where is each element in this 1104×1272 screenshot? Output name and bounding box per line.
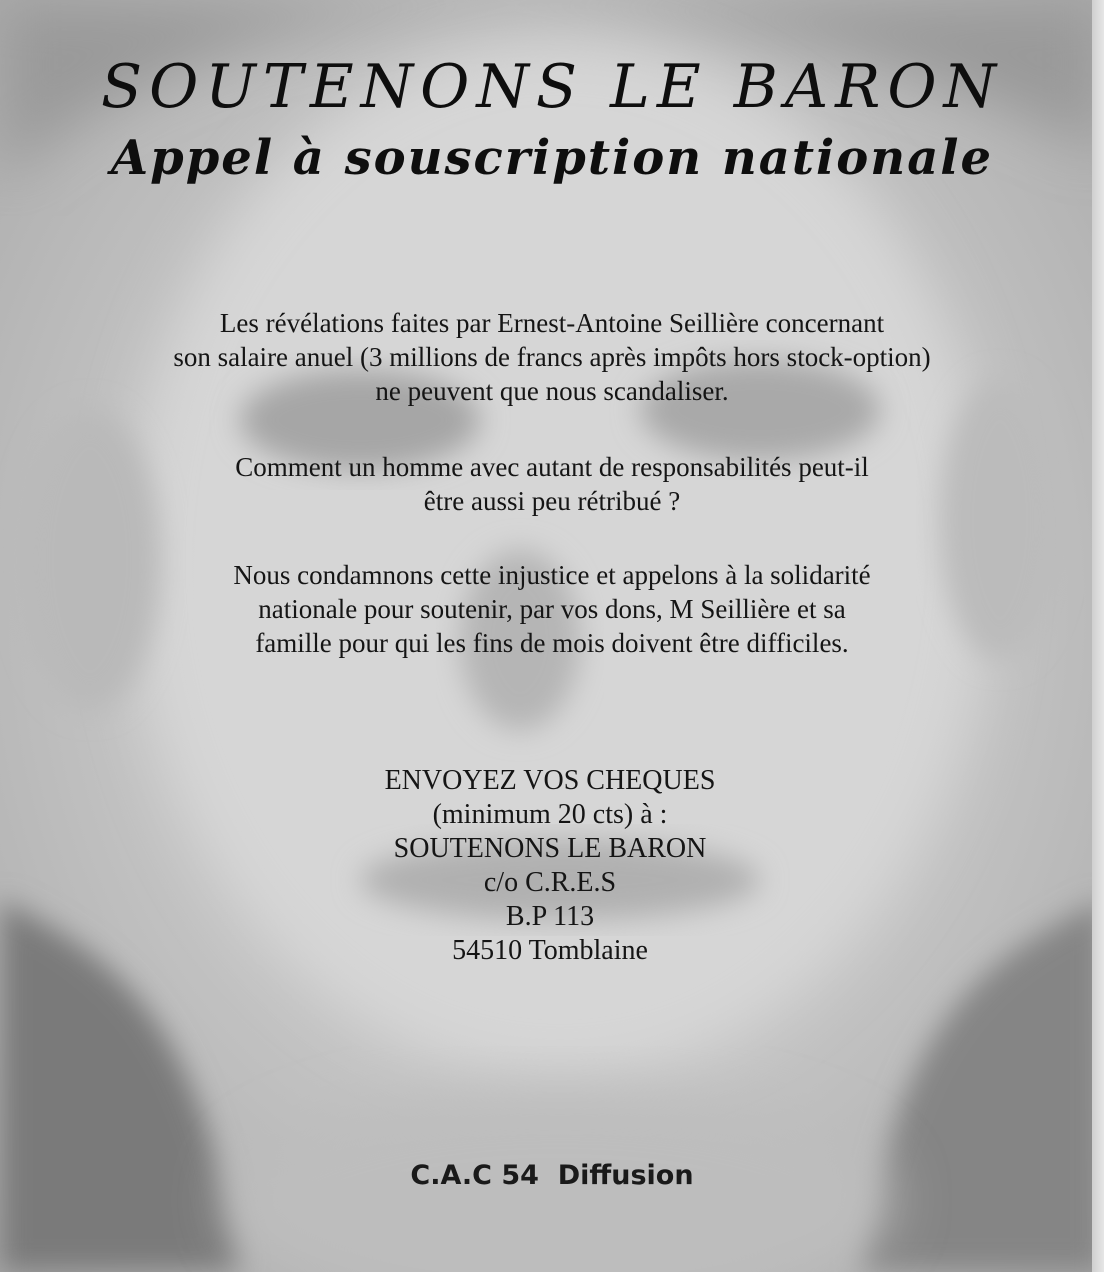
address-line: ENVOYEZ VOS CHEQUES (384, 765, 716, 796)
poster-title: SOUTENONS LE BARON (100, 52, 1004, 122)
address-line: B.P 113 (505, 901, 595, 932)
paragraph-line: Nous condamnons cette injustice et appelons à la solidarité (233, 560, 871, 590)
distributor-credit: C.A.C 54 Diffusion (410, 1160, 694, 1191)
paragraph-line: ne peuvent que nous scandaliser. (375, 376, 729, 406)
address-line: SOUTENONS LE BARON (393, 833, 707, 864)
paragraph-line: nationale pour soutenir, par vos dons, M Seillière et sa (258, 594, 846, 624)
address-line: c/o C.R.E.S (483, 867, 617, 898)
paragraph-line: être aussi peu rétribué ? (423, 486, 681, 516)
paragraph-appeal (60, 558, 1044, 660)
paragraph-line: Comment un homme avec autant de responsabilités peut-il (235, 452, 869, 482)
paragraph-line: famille pour qui les fins de mois doivent être difficiles. (255, 628, 849, 658)
paragraph-question (60, 450, 1044, 518)
paragraph-revelations (60, 306, 1044, 408)
address-line: (minimum 20 cts) à : (432, 799, 668, 830)
scan-edge (1092, 0, 1104, 1272)
poster-subtitle: Appel à souscription nationale (110, 130, 994, 186)
address-line: 54510 Tomblaine (452, 935, 648, 966)
mailing-address (250, 764, 850, 968)
paragraph-line: Les révélations faites par Ernest-Antoine Seillière concernant (219, 308, 885, 338)
paragraph-line: son salaire anuel (3 millions de francs après impôts hors stock-option) (173, 342, 931, 372)
